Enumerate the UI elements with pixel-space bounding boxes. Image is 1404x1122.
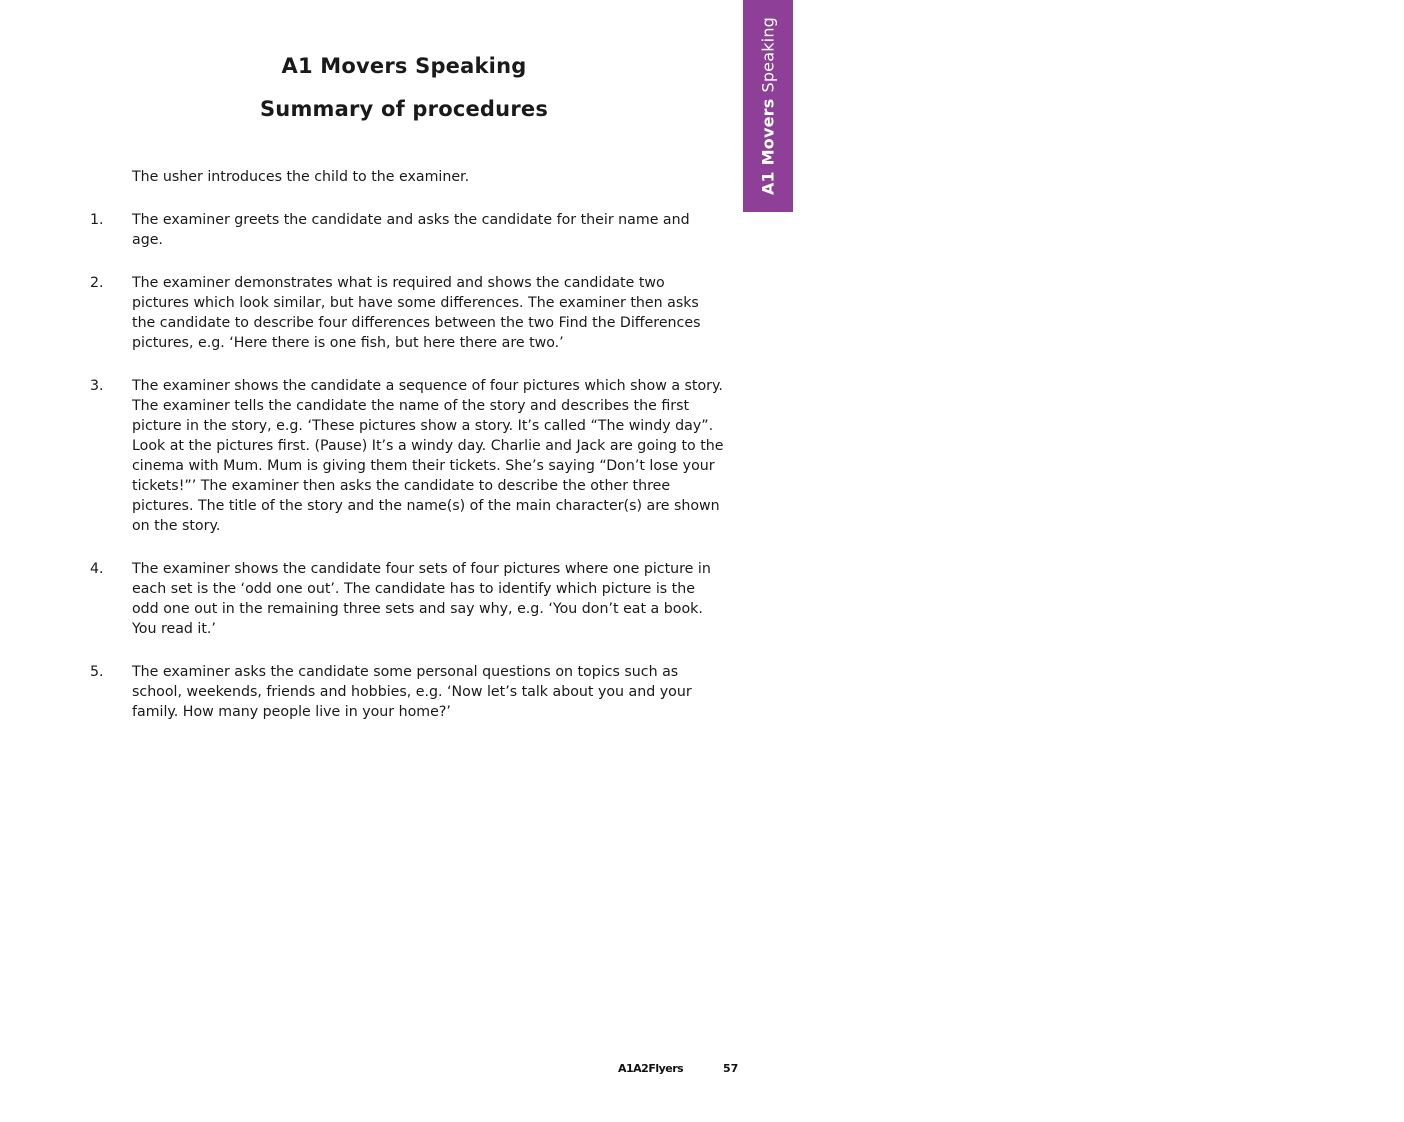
- page-title: A1 Movers Speaking: [281, 54, 527, 78]
- page-number: 57: [723, 1062, 739, 1075]
- procedure-item: [90, 273, 724, 353]
- footer-book-label: A1A2Flyers: [618, 1062, 684, 1075]
- procedure-item: [90, 662, 724, 722]
- procedure-item: [90, 376, 724, 536]
- procedure-text: The examiner shows the candidate four sets of four pictures where one picture in each set is the ‘odd one out’. The candidate has to identify which picture is the odd one out in the remaining three sets and say why, e.g. ‘You don’t eat a book. You read it.’: [132, 561, 711, 637]
- procedure-number: 2.: [90, 275, 104, 291]
- procedure-list: [90, 210, 724, 745]
- intro-text: The usher introduces the child to the examiner.: [132, 169, 470, 185]
- procedure-text: The examiner demonstrates what is required and shows the candidate two pictures which look similar, but have some differences. The examiner then asks the candidate to describe four differences between the two Find the Differences pictures, e.g. ‘Here there is one fish, but here there are two.’: [132, 275, 701, 351]
- page-subtitle: Summary of procedures: [259, 97, 549, 121]
- procedure-item: [90, 210, 724, 250]
- procedure-text: The examiner asks the candidate some personal questions on topics such as school, weekends, friends and hobbies, e.g. ‘Now let’s talk about you and your family. How many people live in your home?’: [132, 664, 692, 720]
- procedure-text: The examiner greets the candidate and asks the candidate for their name and age.: [132, 212, 690, 248]
- procedure-number: 4.: [90, 561, 104, 577]
- section-side-tab: [743, 0, 793, 212]
- procedure-text: The examiner shows the candidate a sequence of four pictures which show a story. The examiner tells the candidate the name of the story and describes the first picture in the story, e.g. ‘These pictures show a story. It’s called “The windy day”. Look at the pictures first. (Pause) It’s a windy day. Charlie and Jack are going to the cinema with Mum. Mum is giving them their tickets. She’s saying “Don’t lose your tickets!”’ The examiner then asks the candidate to describe the other three pictures. The title of the story and the name(s) of the main character(s) are shown on the story.: [132, 378, 724, 534]
- procedure-number: 5.: [90, 664, 104, 680]
- procedure-number: 3.: [90, 378, 104, 394]
- side-tab-paper: Speaking: [758, 16, 778, 93]
- side-tab-label: [759, 17, 778, 195]
- procedure-number: 1.: [90, 212, 104, 228]
- procedure-item: [90, 559, 724, 639]
- side-tab-level: A1 Movers: [758, 98, 778, 196]
